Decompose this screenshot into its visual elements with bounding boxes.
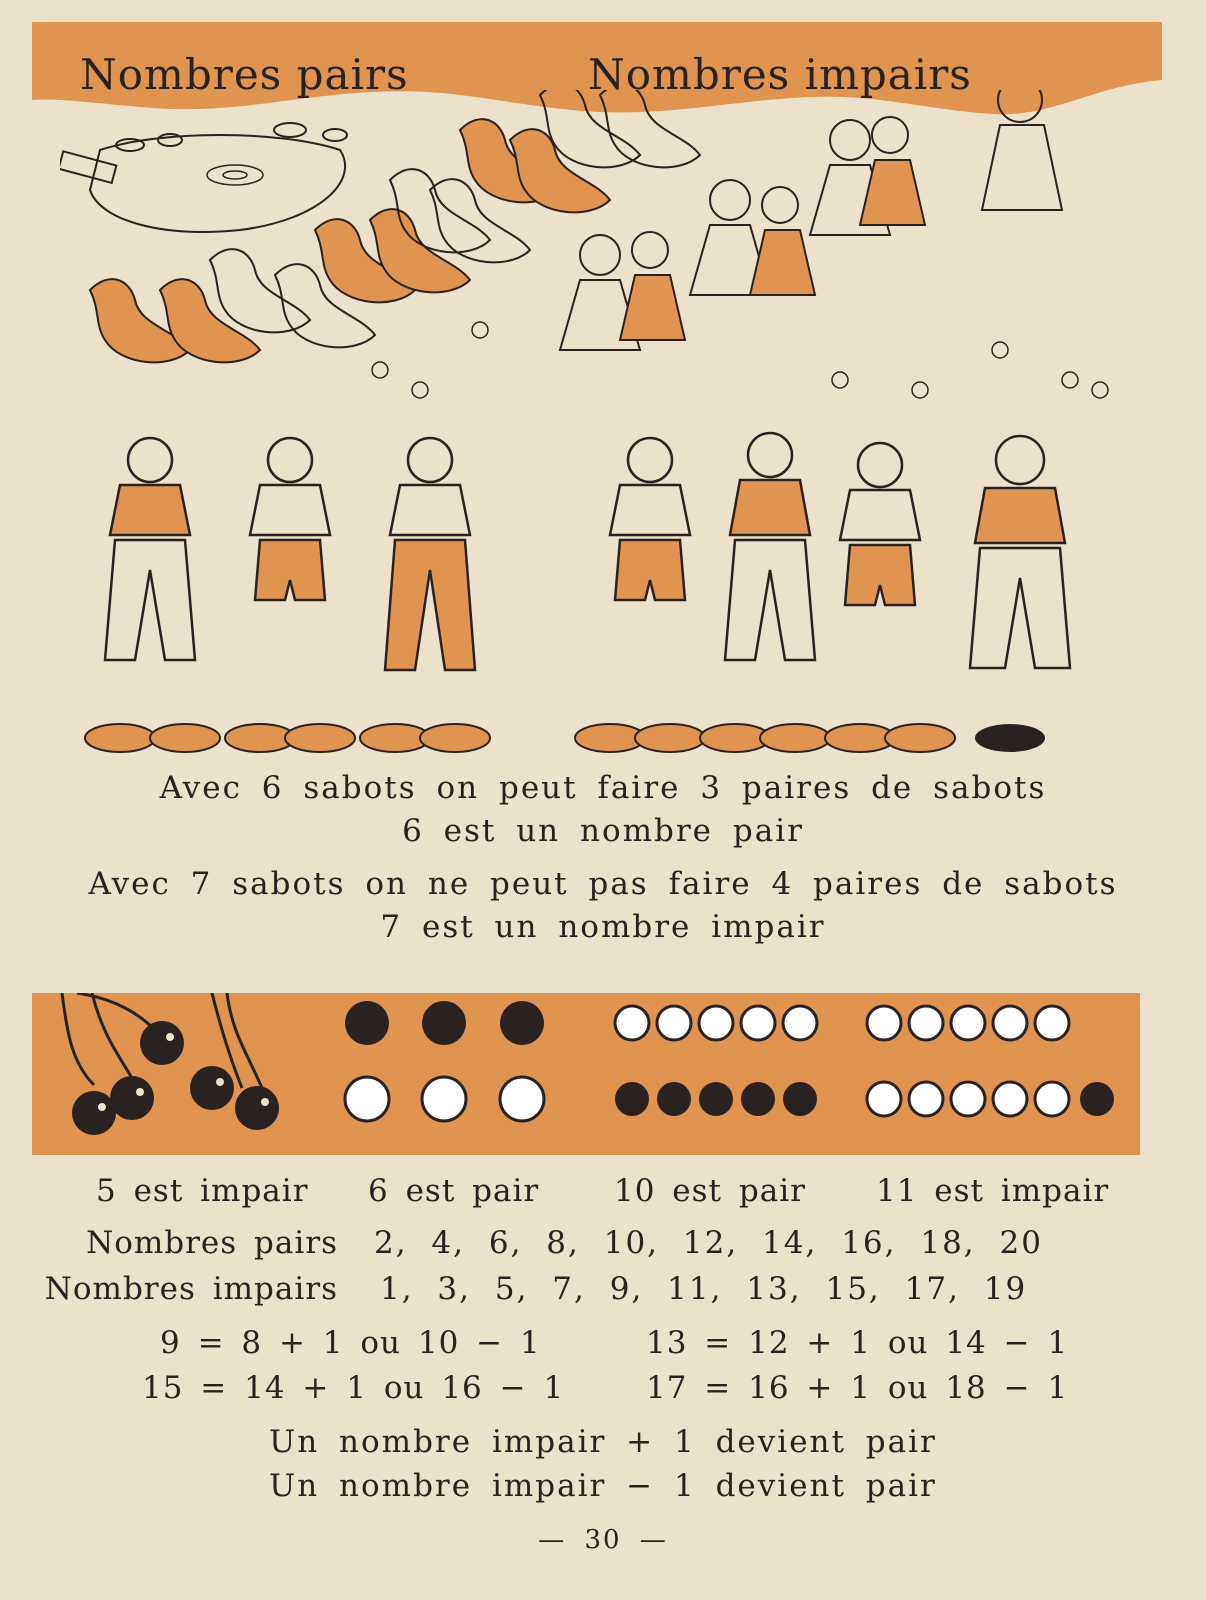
- rule-plus-one: Un nombre impair + 1 devient pair: [269, 1424, 937, 1460]
- sabots-line-4: 7 est un nombre impair: [380, 909, 826, 945]
- impairs-label: Nombres impairs: [44, 1271, 338, 1307]
- rule-minus-one: Un nombre impair − 1 devient pair: [269, 1468, 937, 1504]
- sabots-line-1: Avec 6 sabots on peut faire 3 paires de sabots: [159, 770, 1047, 806]
- equation-9: 9 = 8 + 1 ou 10 − 1: [160, 1325, 541, 1361]
- label-11-impair: 11 est impair: [876, 1173, 1110, 1209]
- label-5-impair: 5 est impair: [96, 1173, 309, 1209]
- label-6-pair: 6 est pair: [368, 1173, 540, 1209]
- pairs-label: Nombres pairs: [86, 1225, 338, 1261]
- page-number: — 30 —: [538, 1525, 668, 1555]
- title-nombres-impairs: Nombres impairs: [588, 50, 972, 99]
- equation-15: 15 = 14 + 1 ou 16 − 1: [142, 1370, 565, 1406]
- pairs-values: 2, 4, 6, 8, 10, 12, 14, 16, 18, 20: [374, 1225, 1043, 1261]
- sabots-line-3: Avec 7 sabots on ne peut pas faire 4 paires de sabots: [88, 866, 1118, 902]
- title-nombres-pairs: Nombres pairs: [80, 50, 409, 99]
- equation-13: 13 = 12 + 1 ou 14 − 1: [646, 1325, 1069, 1361]
- label-10-pair: 10 est pair: [614, 1173, 806, 1209]
- ducks-and-girls-illustration: [60, 90, 1140, 420]
- counting-band: [32, 993, 1140, 1155]
- clogs-row: [80, 712, 1120, 764]
- sabots-line-2: 6 est un nombre pair: [402, 813, 804, 849]
- impairs-values: 1, 3, 5, 7, 9, 11, 13, 15, 17, 19: [380, 1271, 1028, 1307]
- boys-illustration: [90, 430, 1130, 700]
- equation-17: 17 = 16 + 1 ou 18 − 1: [646, 1370, 1069, 1406]
